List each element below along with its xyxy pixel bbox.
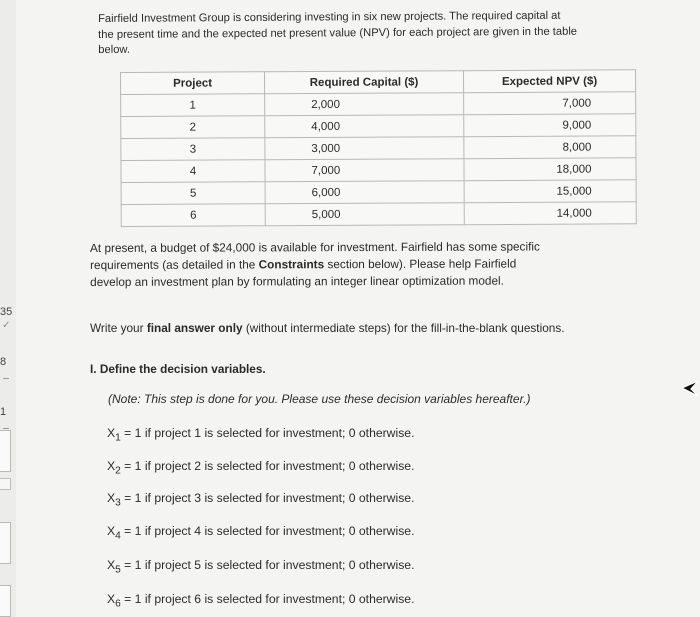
cell-project: 2 bbox=[121, 116, 265, 139]
header-expected-npv: Expected NPV ($) bbox=[463, 70, 635, 93]
cell-capital: 3,000 bbox=[265, 137, 464, 160]
check-icon: ✓ bbox=[2, 320, 11, 331]
project-table bbox=[120, 69, 637, 227]
variable-subscript: 4 bbox=[115, 530, 121, 542]
cell-capital: 6,000 bbox=[265, 181, 464, 204]
variable-definition bbox=[107, 459, 414, 476]
table-row bbox=[121, 158, 636, 183]
variable-subscript: 6 bbox=[115, 598, 121, 610]
variable-subscript: 3 bbox=[115, 497, 121, 509]
cell-project: 6 bbox=[121, 204, 265, 227]
header-required-capital: Required Capital ($) bbox=[265, 71, 464, 94]
margin-score-1: 35 bbox=[0, 306, 13, 318]
variable-definition bbox=[107, 592, 414, 609]
variable-symbol: X bbox=[107, 459, 116, 473]
dash-mark bbox=[3, 378, 9, 379]
table-row bbox=[121, 114, 636, 139]
dash-mark bbox=[3, 428, 9, 429]
variable-subscript: 2 bbox=[115, 465, 121, 477]
variable-definition bbox=[107, 558, 414, 575]
note-text: (Note: This step is done for you. Please use these decision variables hereafter.) bbox=[108, 392, 531, 406]
cell-project: 3 bbox=[121, 138, 265, 161]
variable-subscript: 1 bbox=[115, 432, 121, 444]
budget-text-part2: section below). Please help Fairfield develop an investment plan by formulating an integer linear optimization model. bbox=[90, 256, 517, 289]
header-project: Project bbox=[121, 72, 265, 95]
intro-text: Fairfield Investment Group is considering investing in six new projects. The required capital at the present time and the expected net present value (NPV) for each project are given in the table below. bbox=[98, 9, 578, 56]
cell-npv: 7,000 bbox=[464, 92, 636, 115]
cell-npv: 8,000 bbox=[464, 136, 636, 159]
cell-capital: 5,000 bbox=[265, 203, 464, 226]
cell-project: 1 bbox=[121, 94, 265, 117]
mouse-pointer-icon bbox=[680, 378, 700, 398]
instruction-part2: (without intermediate steps) for the fill-in-the-blank questions. bbox=[242, 321, 565, 335]
cell-npv: 9,000 bbox=[464, 114, 636, 137]
cell-project: 4 bbox=[121, 160, 265, 183]
table-row bbox=[121, 180, 636, 205]
variable-definition bbox=[107, 491, 414, 508]
variable-symbol: X bbox=[107, 491, 116, 505]
cell-capital: 2,000 bbox=[265, 93, 464, 116]
section-heading: I. Define the decision variables. bbox=[90, 362, 266, 376]
variable-symbol: X bbox=[107, 558, 116, 572]
variable-text: = 1 if project 3 is selected for investment; 0 otherwise. bbox=[120, 491, 415, 505]
margin-score-2: 8 bbox=[0, 356, 7, 368]
variable-text: = 1 if project 5 is selected for investment; 0 otherwise. bbox=[120, 558, 415, 572]
instruction-bold: final answer only bbox=[146, 321, 243, 335]
cell-npv: 18,000 bbox=[464, 158, 636, 181]
margin-score-3: 1 bbox=[0, 406, 7, 418]
cell-capital: 4,000 bbox=[265, 115, 464, 138]
table-row bbox=[121, 202, 636, 227]
budget-paragraph bbox=[90, 238, 560, 291]
variable-text: = 1 if project 4 is selected for investment; 0 otherwise. bbox=[120, 524, 415, 538]
cell-capital: 7,000 bbox=[265, 159, 464, 182]
variable-text: = 1 if project 2 is selected for investment; 0 otherwise. bbox=[120, 459, 415, 473]
variable-symbol: X bbox=[107, 592, 116, 606]
variable-subscript: 5 bbox=[115, 564, 121, 576]
variable-text: = 1 if project 6 is selected for investment; 0 otherwise. bbox=[120, 592, 415, 606]
variable-symbol: X bbox=[107, 524, 116, 538]
cell-npv: 14,000 bbox=[464, 202, 636, 225]
instruction-paragraph bbox=[90, 320, 570, 337]
variable-definition bbox=[107, 524, 414, 541]
variable-symbol: X bbox=[107, 426, 116, 440]
margin-bracket bbox=[0, 522, 11, 564]
table-header-row bbox=[121, 70, 636, 95]
instruction-part1: Write your bbox=[90, 321, 147, 335]
margin-bracket bbox=[0, 430, 11, 472]
cell-project: 5 bbox=[121, 182, 265, 205]
variable-text: = 1 if project 1 is selected for investment; 0 otherwise. bbox=[120, 426, 415, 440]
margin-box bbox=[0, 478, 11, 490]
margin-bracket bbox=[0, 585, 11, 617]
cell-npv: 15,000 bbox=[464, 180, 636, 203]
budget-text-part1: At present, a budget of $24,000 is available for investment. Fairfield has some specific requirements (as detailed in the bbox=[90, 239, 540, 272]
table-row bbox=[121, 92, 636, 117]
constraints-bold: Constraints bbox=[258, 257, 325, 272]
variable-definition bbox=[107, 426, 414, 443]
table-row bbox=[121, 136, 636, 161]
